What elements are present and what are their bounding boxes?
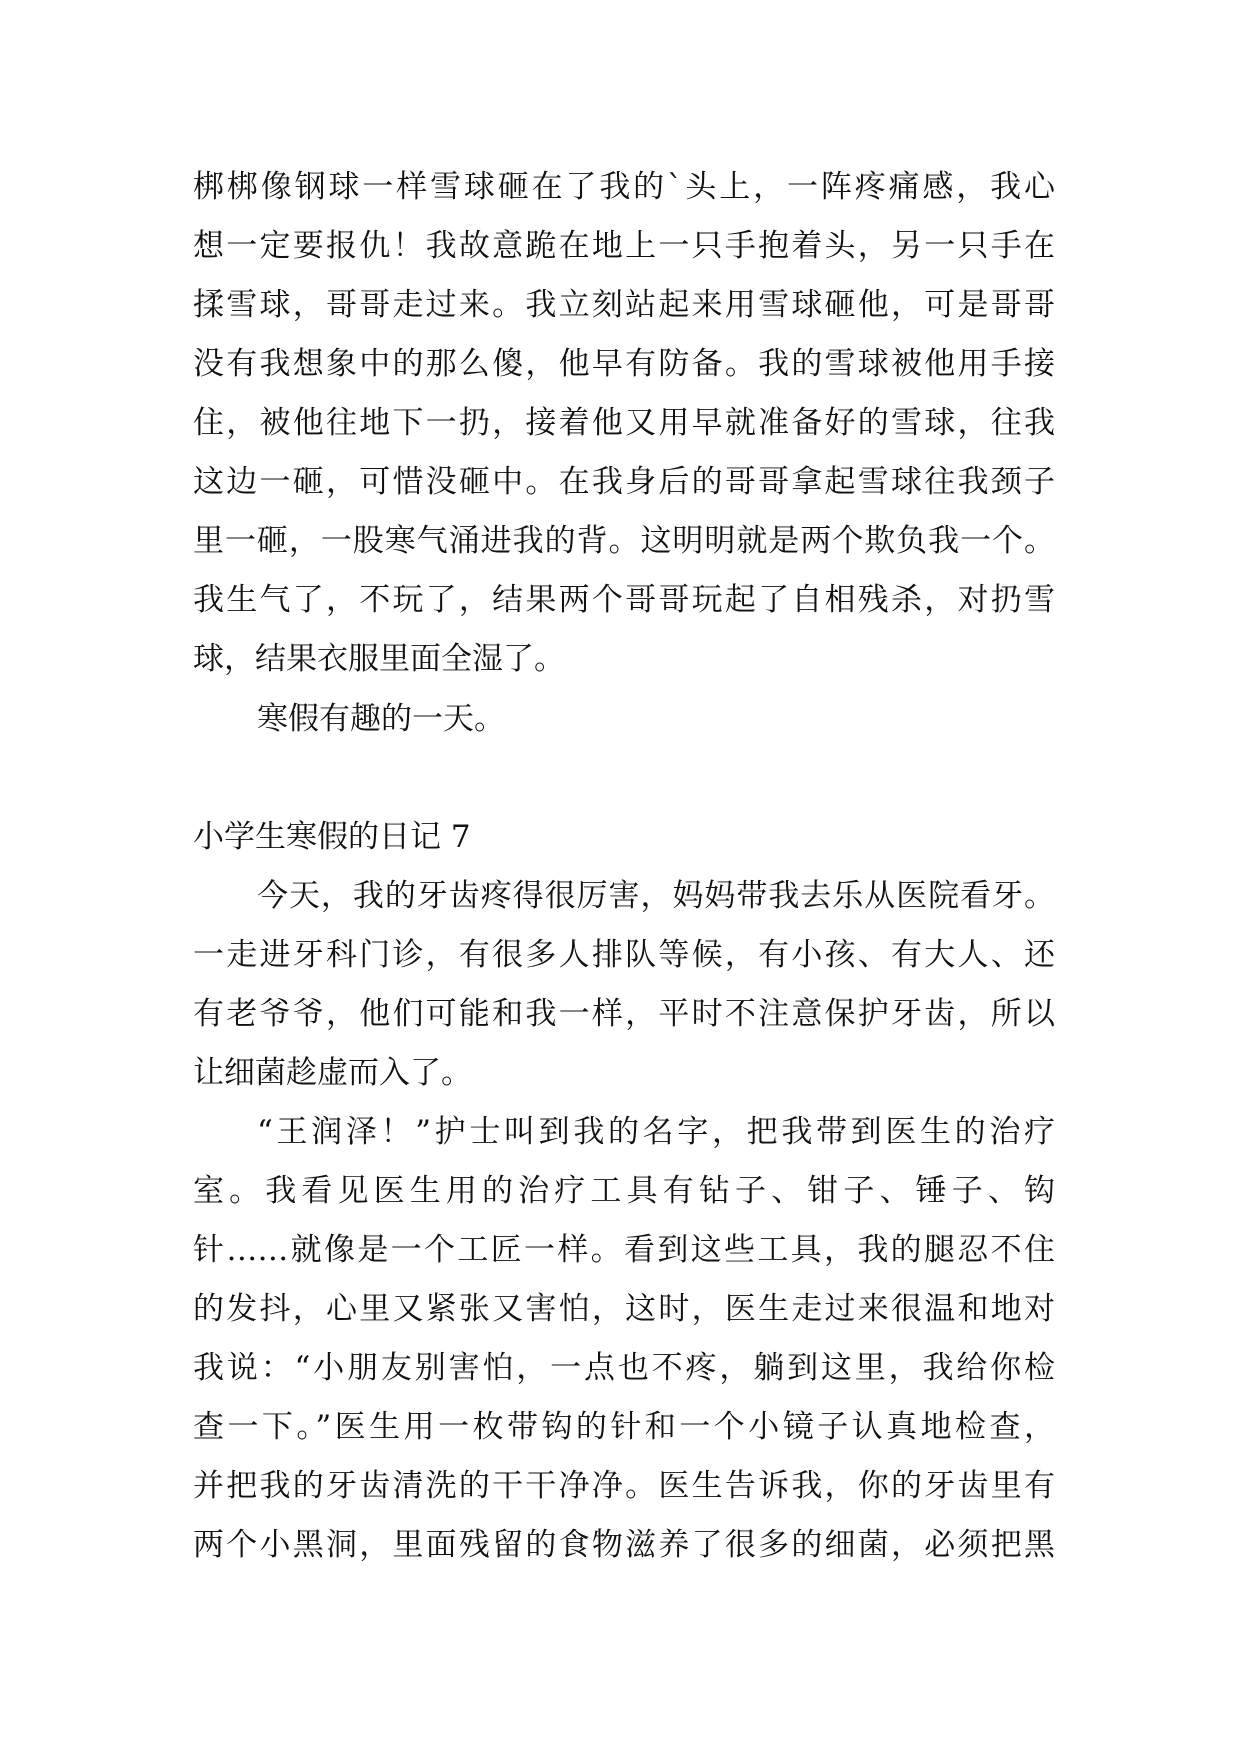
- text-line: 揉雪球，哥哥走过来。我立刻站起来用雪球砸他，可是哥哥: [193, 287, 1055, 323]
- section-heading: 小学生寒假的日记 7: [193, 819, 471, 855]
- text-line: 室。我看见医生用的治疗工具有钻子、钳子、锤子、钩: [193, 1173, 1055, 1209]
- paragraph-toothache: [193, 867, 1055, 1103]
- text-line: 并把我的牙齿清洗的干干净净。医生告诉我，你的牙齿里有: [193, 1468, 1055, 1504]
- text-line: 我说：“小朋友别害怕，一点也不疼，躺到这里，我给你检: [193, 1350, 1055, 1386]
- paragraph-dentist-visit: [193, 1103, 1055, 1575]
- text-line: “王润泽！”护士叫到我的名字，把我带到医生的治疗: [257, 1114, 1055, 1150]
- text-line: 有老爷爷，他们可能和我一样，平时不注意保护牙齿，所以: [193, 996, 1055, 1032]
- text-line: 的发抖，心里又紧张又害怕，这时，医生走过来很温和地对: [193, 1291, 1055, 1327]
- text-line: 一走进牙科门诊，有很多人排队等候，有小孩、有大人、还: [193, 937, 1055, 973]
- paragraph-snowball-fight: [193, 158, 1055, 689]
- text-line: 梆梆像钢球一样雪球砸在了我的`头上，一阵疼痛感，我心: [193, 169, 1055, 205]
- text-line: 让细菌趁虚而入了。: [193, 1055, 472, 1091]
- text-line: 里一砸，一股寒气涌进我的背。这明明就是两个欺负我一个。: [193, 523, 1055, 559]
- text-line: 住，被他往地下一扔，接着他又用早就准备好的雪球，往我: [193, 405, 1055, 441]
- text-line: 查一下。”医生用一枚带钩的针和一个小镜子认真地检查，: [193, 1409, 1055, 1445]
- paragraph-closing: [193, 690, 1055, 749]
- text-line: 寒假有趣的一天。: [257, 701, 505, 737]
- text-line: 没有我想象中的那么傻，他早有防备。我的雪球被他用手接: [193, 346, 1055, 382]
- text-line: 球，结果衣服里面全湿了。: [193, 641, 565, 677]
- text-line: 今天，我的牙齿疼得很厉害，妈妈带我去乐从医院看牙。: [257, 878, 1055, 914]
- text-line: 我生气了，不玩了，结果两个哥哥玩起了自相残杀，对扔雪: [193, 582, 1055, 618]
- text-line: 想一定要报仇！我故意跪在地上一只手抱着头，另一只手在: [193, 228, 1055, 264]
- text-line: 这边一砸，可惜没砸中。在我身后的哥哥拿起雪球往我颈子: [193, 464, 1055, 500]
- text-line: 针……就像是一个工匠一样。看到这些工具，我的腿忍不住: [193, 1232, 1055, 1268]
- text-line: 两个小黑洞，里面残留的食物滋养了很多的细菌，必须把黑: [193, 1527, 1055, 1563]
